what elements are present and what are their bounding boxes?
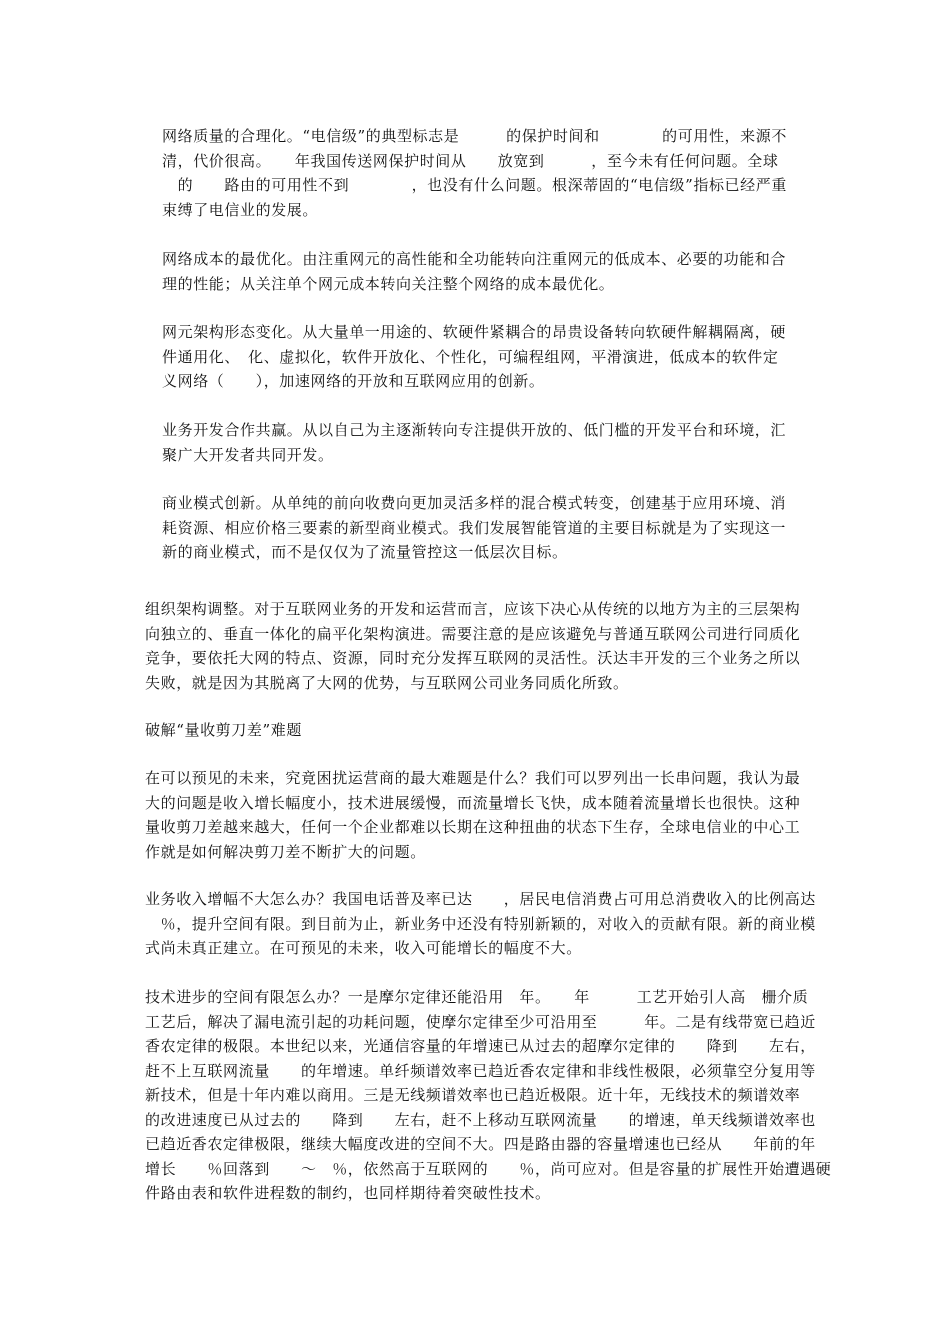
text-line: 件路由表和软件进程数的制约，也同样期待着突破性技术。: [145, 1184, 551, 1202]
text-line: 式尚未真正建立。在可预见的未来，收入可能增长的幅度不大。: [145, 939, 582, 957]
paragraph-network-cost: [162, 247, 802, 296]
paragraph-organization: [145, 597, 805, 695]
text-line: 义网络（ ），加速网络的开放和互联网应用的创新。: [162, 372, 545, 390]
paragraph-revenue-growth: [145, 887, 816, 961]
text-line: ％，提升空间有限。到目前为止，新业务中还没有特别新颖的，对收入的贡献有限。新的商业模: [145, 914, 816, 933]
text-line: 业务收入增幅不大怎么办？我国电话普及率已达 ，居民电信消费占可用总消费收入的比例高达: [145, 890, 816, 908]
text-line: 竞争，要依托大网的特点、资源，同时充分发挥互联网的灵活性。沃达丰开发的三个业务之所以: [145, 649, 801, 667]
heading-text: 破解“量收剪刀差”难题: [145, 721, 302, 739]
paragraph-technology-progress: [145, 985, 832, 1206]
text-line: 在可以预见的未来，究竟困扰运营商的最大难题是什么？我们可以罗列出一长串问题，我认为最: [145, 769, 801, 787]
text-line: 聚广大开发者共同开发。: [162, 445, 334, 464]
text-line: 香农定律的极限。本世纪以来，光通信容量的年增速已从过去的超摩尔定律的 降到 左右，: [145, 1037, 816, 1055]
text-line: 新的商业模式，而不是仅仅为了流量管控这一低层次目标。: [162, 543, 568, 561]
text-line: 网络成本的最优化。由注重网元的高性能和全功能转向注重网元的低成本、必要的功能和合: [162, 250, 787, 268]
text-line: 网元架构形态变化。从大量单一用途的、软硬件紧耦合的昂贵设备转向软硬件解耦隔离，硬: [162, 323, 787, 341]
text-line: 作就是如何解决剪刀差不断扩大的问题。: [145, 842, 426, 861]
text-line: 大的问题是收入增长幅度小，技术进展缓慢，而流量增长飞快，成本随着流量增长也很快。这种: [145, 793, 801, 812]
paragraph-business-cooperation: [162, 418, 802, 467]
paragraph-biggest-problem: [145, 766, 805, 864]
text-line: 的 路由的可用性不到 ，也没有什么问题。根深蒂固的“电信级”指标已经严重: [162, 176, 787, 194]
paragraph-network-architecture: [162, 320, 802, 394]
text-line: 赶不上互联网流量 的年增速。单纤频谱效率已趋近香农定律和非线性极限，必须靠空分复用等: [145, 1061, 816, 1080]
text-line: 耗资源、相应价格三要素的新型商业模式。我们发展智能管道的主要目标就是为了实现这一: [162, 518, 787, 537]
text-line: 向独立的、垂直一体化的扁平化架构演进。需要注意的是应该避免与普通互联网公司进行同质化: [145, 624, 801, 643]
text-line: 已趋近香农定律极限，继续大幅度改进的空间不大。四是路由器的容量增速也已经从 年前的年: [145, 1135, 816, 1153]
paragraph-business-model: [162, 491, 802, 565]
text-line: 商业模式创新。从单纯的前向收费向更加灵活多样的混合模式转变，创建基于应用环境、消: [162, 494, 787, 512]
section-heading: [145, 718, 805, 743]
text-line: 网络质量的合理化。“电信级”的典型标志是 的保护时间和 的可用性，来源不: [162, 127, 787, 145]
text-line: 失败，就是因为其脱离了大网的优势，与互联网公司业务同质化所致。: [145, 673, 629, 692]
paragraph-network-quality: [162, 124, 802, 222]
text-line: 工艺后，解决了漏电流引起的功耗问题，使摩尔定律至少可沿用至 年。二是有线带宽已趋近: [145, 1012, 816, 1031]
text-line: 量收剪刀差越来越大，任何一个企业都难以长期在这种扭曲的状态下生存，全球电信业的中心工: [145, 818, 801, 836]
text-line: 组织架构调整。对于互联网业务的开发和运营而言，应该下决心从传统的以地方为主的三层架构: [145, 600, 801, 618]
text-line: 增长 ％回落到 ～ ％，依然高于互联网的 ％，尚可应对。但是容量的扩展性开始遭遇硬: [145, 1159, 832, 1178]
text-line: 的改进速度已从过去的 降到 左右，赶不上移动互联网流量 的增速，单天线频谱效率也: [145, 1110, 816, 1129]
text-line: 件通用化、 化、虚拟化，软件开放化、个性化，可编程组网，平滑演进，低成本的软件定: [162, 347, 779, 366]
text-line: 技术进步的空间有限怎么办？一是摩尔定律还能沿用 年。 年 工艺开始引人高 栅介质: [145, 988, 809, 1006]
text-line: 清，代价很高。 年我国传送网保护时间从 放宽到 ，至今未有任何问题。全球: [162, 151, 779, 170]
text-line: 理的性能；从关注单个网元成本转向关注整个网络的成本最优化。: [162, 274, 615, 293]
text-line: 束缚了电信业的发展。: [162, 200, 319, 219]
text-line: 业务开发合作共赢。从以自己为主逐渐转向专注提供开放的、低门槛的开发平台和环境，汇: [162, 421, 787, 439]
text-line: 新技术，但是十年内难以商用。三是无线频谱效率也已趋近极限。近十年，无线技术的频谱效率: [145, 1086, 801, 1104]
